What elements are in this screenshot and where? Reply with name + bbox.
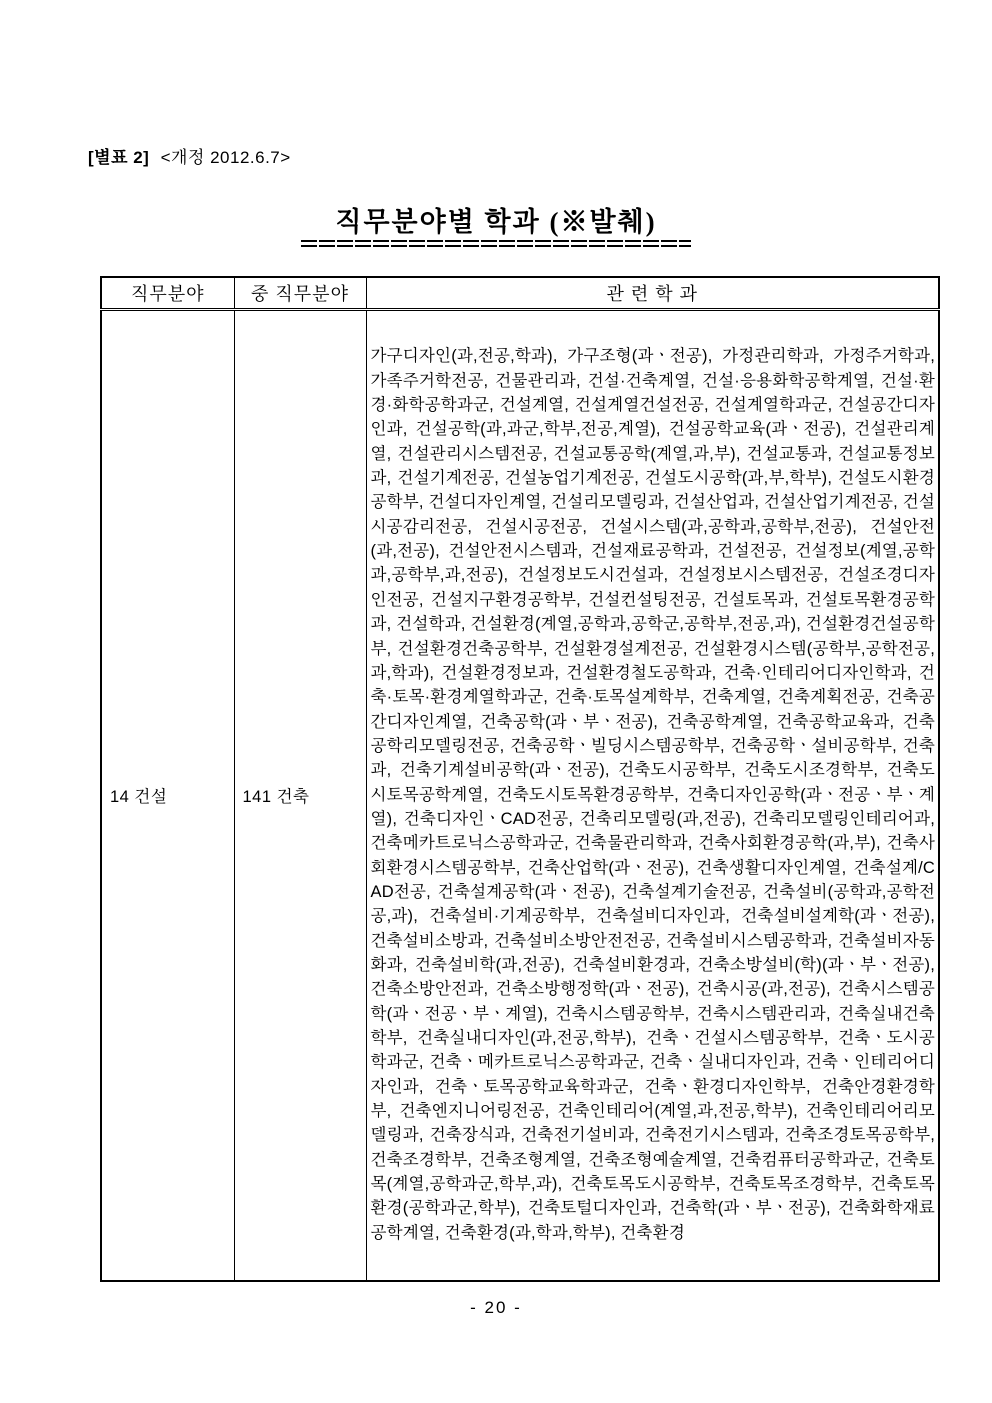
related-departments-cell: 가구디자인(과,전공,학과), 가구조형(과ㆍ전공), 가정관리학과, 가정주거학과, 가족주거학전공, 건물관리과, 건설·건축계열, 건설·응용화학공학계열, 건설·환경·화학공학과군, 건설계열, 건설계열건설전공, 건설계열학과군, 건설공간디자인과, 건설공학(과,과군,학부,전공,계열), 건설공학교육(과ㆍ전공), 건설관리계열, 건설관리시스템전공, 건설교통공학(계열,과,부), 건설교통과, 건설교통정보과, 건설기계전공, 건설농업기계전공, 건설도시공학(과,부,학부), 건설도시환경공학부, 건설디자인계열, 건설리모델링과, 건설산업과, 건설산업기계전공, 건설시공감리전공, 건설시공전공, 건설시스템(과,공학과,공학부,전공), 건설안전(과,전공), 건설안전시스템과, 건설재료공학과, 건설전공, 건설정보(계열,공학과,공학부,과,전공), 건설정보도시건설과, 건설정보시스템전공, 건설조경디자인전공, 건설지구환경공학부, 건설컨설팅전공, 건설토목과, 건설토목환경공학과, 건설학과, 건설환경(계열,공학과,공학군,공학부,전공,과), 건설환경건설공학부, 건설환경건축공학부, 건설환경설계전공, 건설환경시스템(공학부,공학전공,과,학과), 건설환경정보과, 건설환경철도공학과, 건축·인테리어디자인학과, 건축·토목·환경계열학과군, 건축·토목설계학부, 건축계열, 건축계획전공, 건축공간디자인계열, 건축공학(과ㆍ부ㆍ전공), 건축공학계열, 건축공학교육과, 건축공학리모델링전공, 건축공학ㆍ빌딩시스템공학부, 건축공학ㆍ설비공학부, 건축과, 건축기계설비공학(과ㆍ전공), 건축도시공학부, 건축도시조경학부, 건축도시토목공학계열, 건축도시토목환경공학부, 건축디자인공학(과ㆍ전공ㆍ부ㆍ계열), 건축디자인ㆍCAD전공, 건축리모델링(과,전공), 건축리모델링인테리어과, 건축메카트로닉스공학과군, 건축물관리학과, 건축사회환경공학(과,부), 건축사회환경시스템공학부, 건축산업학(과ㆍ전공), 건축생활디자인계열, 건축설계/CAD전공, 건축설계공학(과ㆍ전공), 건축설계기술전공, 건축설비(공학과,공학전공,과), 건축설비·기계공학부, 건축설비디자인과, 건축설비설계학(과ㆍ전공), 건축설비소방과, 건축설비소방안전전공, 건축설비시스템공학과, 건축설비자동화과, 건축설비학(과,전공), 건축설비환경과, 건축소방설비(학)(과ㆍ부ㆍ전공), 건축소방안전과, 건축소방행정학(과ㆍ전공), 건축시공(과,전공), 건축시스템공학(과ㆍ전공ㆍ부ㆍ계열), 건축시스템공학부, 건축시스템관리과, 건축실내건축학부, 건축실내디자인(과,전공,학부), 건축ㆍ건설시스템공학부, 건축ㆍ도시공학과군, 건축ㆍ메카트로닉스공학과군, 건축ㆍ실내디자인과, 건축ㆍ인테리어디자인과, 건축ㆍ토목공학교육학과군, 건축ㆍ환경디자인학부, 건축안경환경학부, 건축엔지니어링전공, 건축인테리어(계열,과,전공,학부), 건축인테리어리모델링과, 건축장식과, 건축전기설비과, 건축전기시스템과, 건축조경토목공학부, 건축조경학부, 건축조형계열, 건축조형예술계열, 건축컴퓨터공학과군, 건축토목(계열,공학과군,학부,과), 건축토목도시공학부, 건축토목조경학부, 건축토목환경(공학과군,학부), 건축토털디자인과, 건축학(과ㆍ부ㆍ전공), 건축화학재료공학계열, 건축환경(과,학과,학부), 건축환경 <box>366 310 939 1281</box>
column-header-sub-job-field: 중 직무분야 <box>234 277 366 310</box>
job-field-cell: 14 건설 <box>101 310 234 1281</box>
annex-header <box>88 143 291 168</box>
column-header-related-departments: 관 련 학 과 <box>366 277 939 310</box>
title-underline-rule <box>301 240 691 247</box>
page-number: - 20 - <box>470 1298 522 1317</box>
revision-note: <개정 2012.6.7> <box>160 148 291 167</box>
column-header-job-field: 직무분야 <box>101 277 234 310</box>
sub-job-field-cell: 141 건축 <box>234 310 366 1281</box>
page-title: 직무분야별 학과 (※발췌) <box>335 207 657 237</box>
table-row <box>101 310 939 1281</box>
annex-label: [별표 2] <box>88 148 150 167</box>
departments-table <box>100 276 940 1282</box>
table-header-row <box>101 277 939 310</box>
